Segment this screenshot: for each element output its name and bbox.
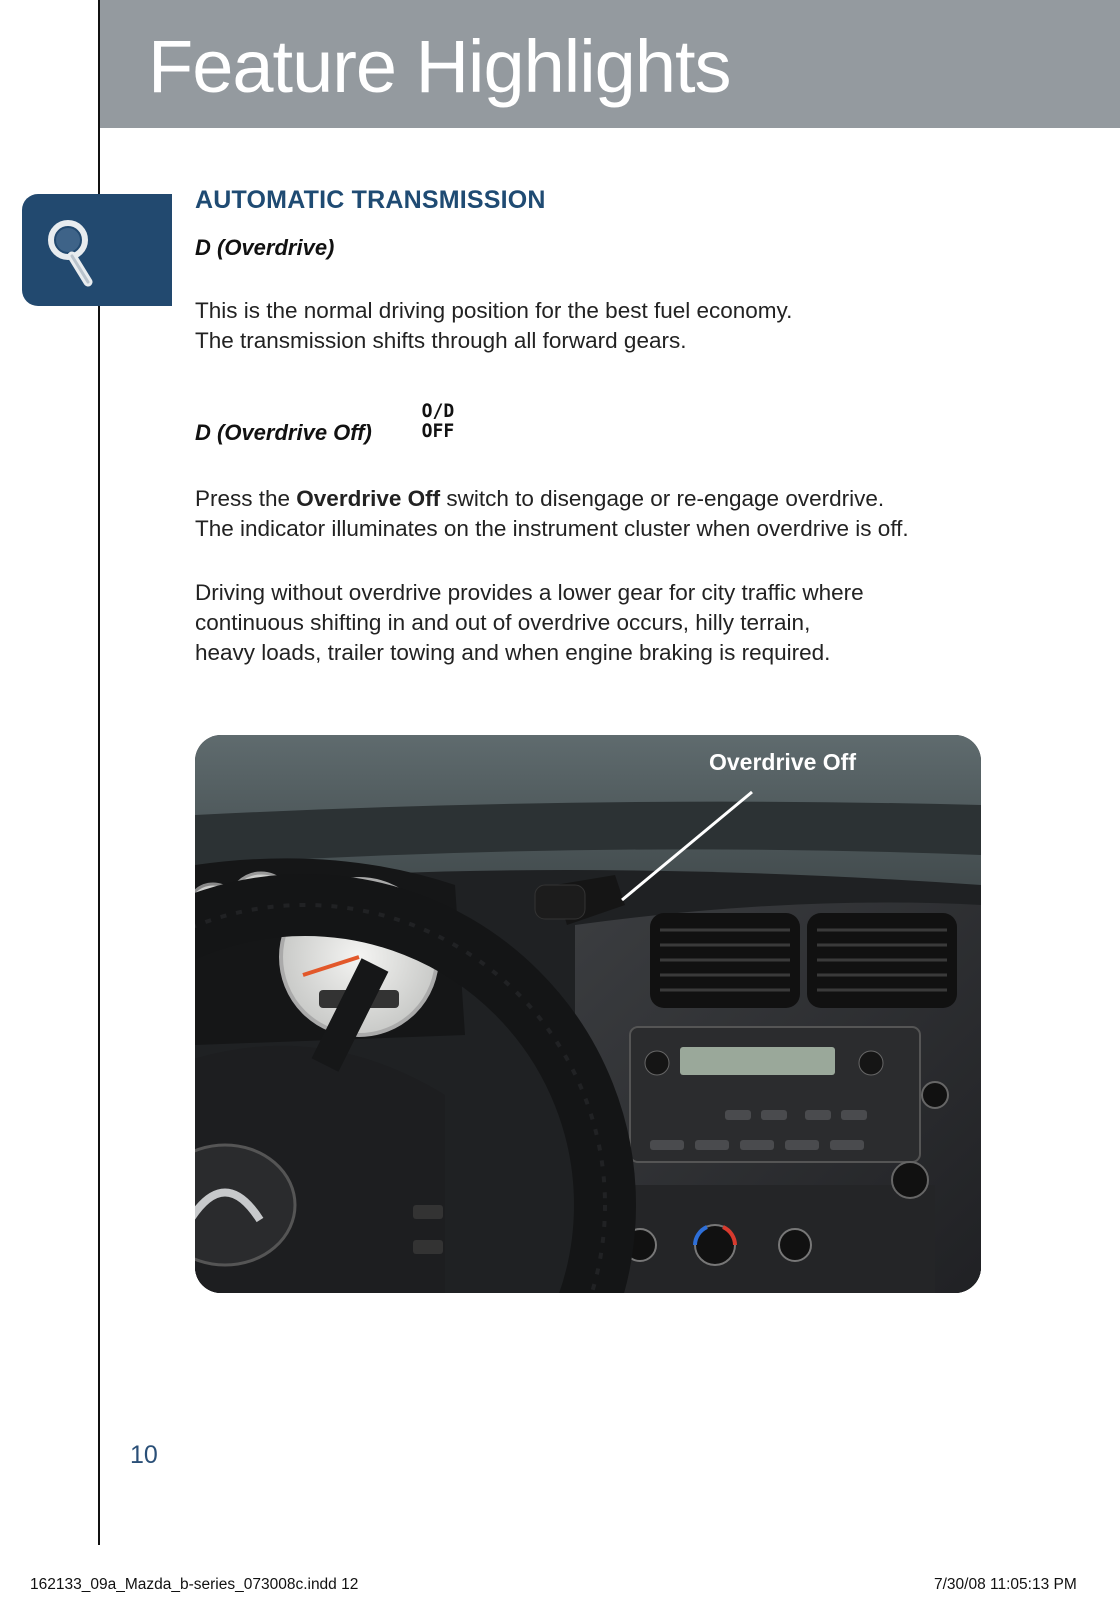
text-line [195, 484, 1075, 514]
overdrive-description [195, 296, 1075, 356]
page-number: 10 [130, 1441, 158, 1469]
dashboard-photo [195, 735, 981, 1293]
od-badge-line: OFF [421, 420, 455, 442]
text-line: The transmission shifts through all forward gears. [195, 328, 687, 353]
dashboard-illustration [195, 735, 981, 1293]
text-line: The indicator illuminates on the instrument cluster when overdrive is off. [195, 516, 909, 541]
overdrive-off-description [195, 484, 1075, 544]
text-span: Press the [195, 486, 297, 511]
section-heading: AUTOMATIC TRANSMISSION [195, 186, 546, 214]
radio-unit [630, 1027, 920, 1162]
od-badge-line: O/D [421, 400, 455, 422]
driving-without-overdrive-text [195, 578, 1075, 668]
bold-term: Overdrive Off [296, 486, 441, 511]
overdrive-heading: D (Overdrive) [195, 235, 335, 260]
text-line: Driving without overdrive provides a lower gear for city traffic where [195, 580, 864, 605]
section-tab [22, 194, 172, 306]
print-slug-file: 162133_09a_Mazda_b-series_073008c.indd 12 [30, 1576, 359, 1593]
overdrive-off-callout: Overdrive Off [709, 749, 856, 775]
od-off-indicator-icon [419, 401, 457, 445]
print-slug-timestamp: 7/30/08 11:05:13 PM [934, 1576, 1077, 1593]
text-line: This is the normal driving position for the best fuel economy. [195, 298, 793, 323]
text-line: heavy loads, trailer towing and when engine braking is required. [195, 640, 831, 665]
text-span: switch to disengage or re-engage overdrive. [440, 486, 885, 511]
overdrive-off-heading: D (Overdrive Off) [195, 420, 372, 445]
magnifier-icon [36, 216, 126, 296]
page-header-band [100, 0, 1120, 128]
text-line: continuous shifting in and out of overdrive occurs, hilly terrain, [195, 610, 811, 635]
page-title: Feature Highlights [148, 25, 731, 108]
